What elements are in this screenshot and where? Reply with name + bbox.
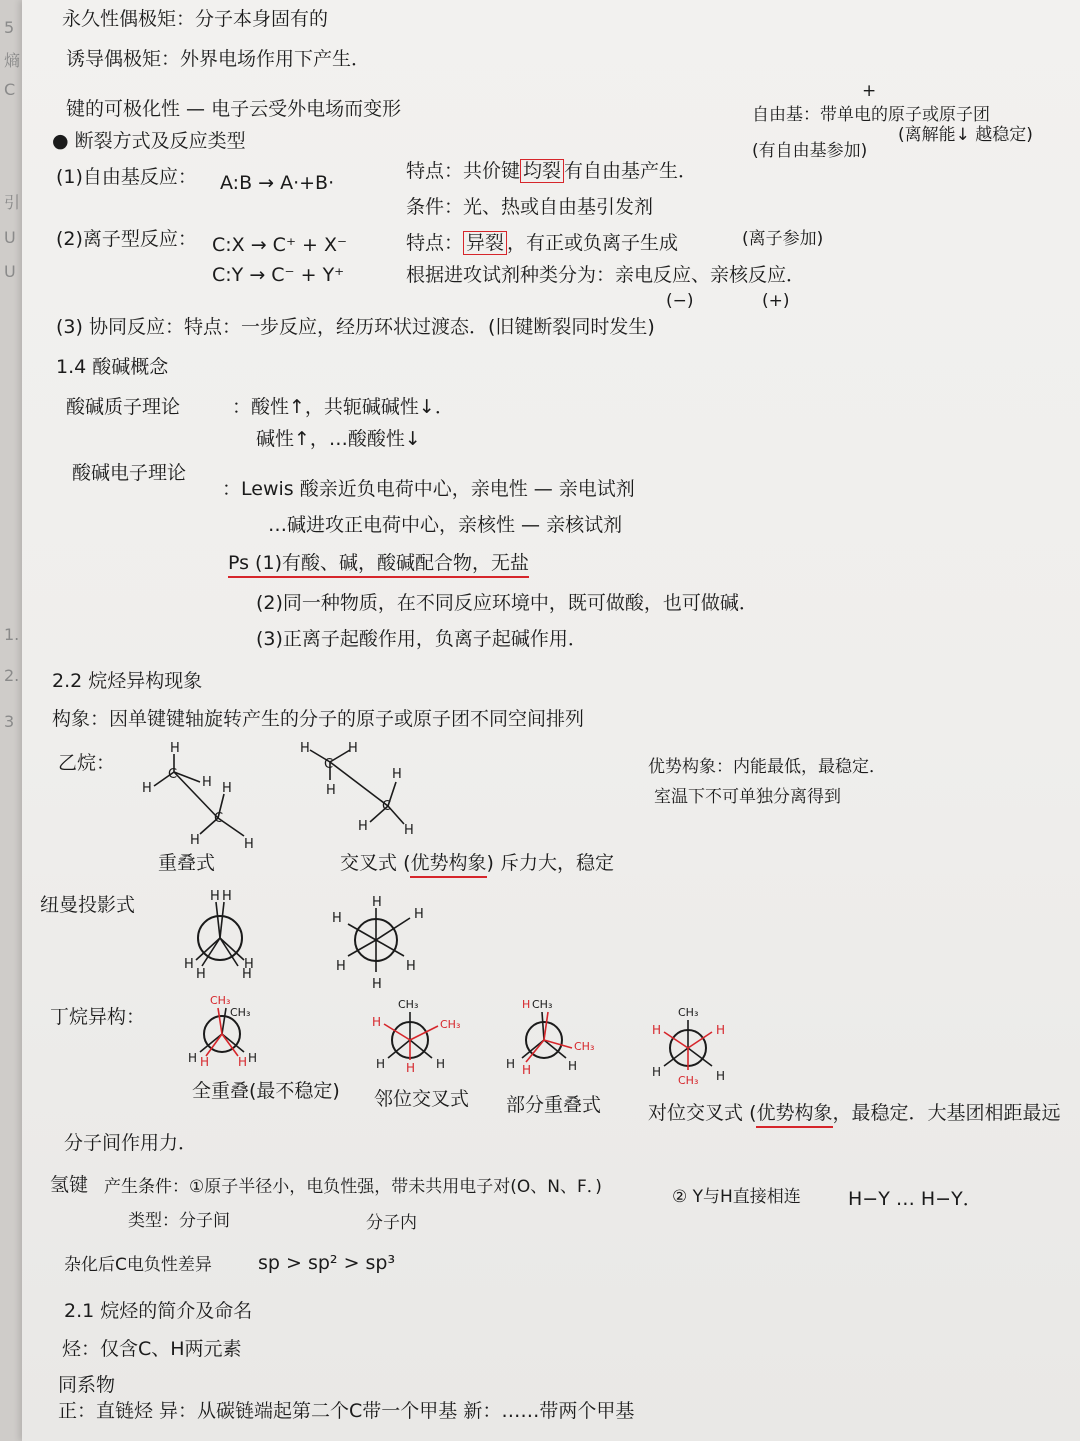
margin-mark: 引 — [4, 193, 21, 212]
atom-h: H — [392, 767, 402, 782]
margin-mark: 5 — [4, 18, 15, 37]
margin-mark: 熵 — [4, 51, 21, 70]
atom-h: H — [332, 911, 342, 926]
margin-mark: U — [4, 262, 16, 281]
radical-condition-line: 条件：光、热或自由基引发剂 — [406, 196, 654, 218]
atom-h: H — [244, 957, 254, 972]
bronsted-line-1: ：酸性↑，共轭碱碱性↓． — [232, 396, 454, 418]
atom-h: H — [506, 1057, 516, 1071]
atom-h: H — [248, 1051, 258, 1065]
newman-staggered-ethane — [328, 894, 438, 994]
hydrogen-bond-type-intramolecular: 分子内 — [366, 1213, 417, 1233]
atom-h: H — [376, 1057, 386, 1071]
conformation-definition: 构象：因单键键轴旋转产生的分子的原子或原子团不同空间排列 — [52, 708, 585, 730]
atom-h: H — [372, 1015, 382, 1029]
atom-h: H — [196, 967, 206, 982]
homolog-label: 同系物 — [58, 1374, 116, 1396]
atom-h: H — [170, 741, 180, 756]
atom-h: H — [184, 957, 194, 972]
radical-reaction-equation: A:B → A·+B· — [220, 172, 335, 194]
atom-h: H — [202, 775, 212, 790]
staggered-note: 斥力大，稳定 — [499, 852, 614, 874]
margin-mark: U — [4, 228, 16, 247]
atom-h: H — [222, 889, 232, 904]
atom-h: H — [222, 781, 232, 796]
partially-eclipsed-label: 部分重叠式 — [506, 1094, 602, 1116]
ps-note-1-text: Ps (1)有酸、碱，酸碱配合物，无盐 — [228, 552, 529, 578]
lewis-line-1: ：Lewis 酸亲近负电荷中心，亲电性 — 亲电试剂 — [222, 478, 635, 500]
section-1-4-heading: 1.4 酸碱概念 — [56, 356, 169, 378]
paren-open: ( — [749, 1102, 757, 1124]
radical-feature-prefix: 特点：共价键 — [406, 160, 521, 182]
methyl-group: CH₃ — [574, 1040, 595, 1053]
newman-butane-fully-eclipsed — [174, 990, 284, 1080]
polarizability-line: 键的可极化性 — 电子云受外电场而变形 — [66, 98, 402, 120]
atom-h: H — [568, 1059, 578, 1073]
nucleophile-sign: (+) — [762, 291, 790, 311]
atom-h: H — [210, 889, 220, 904]
lewis-theory-label: 酸碱电子理论 — [72, 462, 187, 484]
paren-open: ( — [403, 852, 411, 874]
atom-c: C — [382, 799, 392, 814]
ps-note-3: (3)正离子起酸作用，负离子起碱作用． — [256, 628, 587, 650]
section-2-1-heading: 2.1 烷烃的简介及命名 — [64, 1300, 253, 1322]
hydrogen-bond-conditions: 产生条件：①原子半径小，电负性强，带未共用电子对(O、N、F．) — [104, 1177, 602, 1197]
ionic-equation-2: C:Y → C⁻ + Y⁺ — [212, 264, 345, 286]
atom-h: H — [242, 967, 252, 982]
preferred-conformation-note-2: 室温下不可单独分离得到 — [654, 787, 841, 807]
atom-h: H — [190, 833, 200, 848]
atom-c: C — [214, 811, 224, 826]
margin-mark: 1. — [4, 625, 20, 644]
methyl-group: CH₃ — [398, 998, 419, 1011]
radical-definition: 自由基：带单电的原子或原子团 — [752, 105, 990, 125]
hydrogen-bond-condition-2: ② Y与H直接相连 — [672, 1187, 801, 1207]
atom-h: H — [522, 1063, 532, 1077]
preferred-conformation-underlined: 优势构象 — [410, 852, 486, 878]
methyl-group: CH₃ — [230, 1006, 251, 1019]
atom-h: H — [372, 977, 382, 992]
radical-participation-note: (有自由基参加) — [752, 141, 868, 161]
permanent-dipole-line: 永久性偶极矩：分子本身固有的 — [62, 8, 329, 30]
ionic-feature-line — [406, 232, 678, 254]
butane-conformers-label: 丁烷异构： — [50, 1006, 146, 1028]
atom-h: H — [336, 959, 346, 974]
radical-feature-suffix: 有自由基产生． — [564, 160, 698, 182]
methyl-group: CH₃ — [532, 998, 553, 1011]
anti-note: ，最稳定．大基团相距最远 — [832, 1102, 1061, 1124]
gauche-label: 邻位交叉式 — [374, 1088, 470, 1110]
anti-label — [648, 1102, 1061, 1124]
preferred-conformation-note-1: 优势构象：内能最低，最稳定． — [648, 757, 886, 777]
radical-reaction-label: (1)自由基反应： — [56, 166, 197, 188]
atom-h: H — [358, 819, 368, 834]
ionic-equation-1: C:X → C⁺ + X⁻ — [212, 234, 348, 256]
alkane-naming-line: 正：直链烃 异：从碳链端起第二个C带一个甲基 新：……带两个甲基 — [58, 1400, 635, 1422]
atom-h: H — [522, 998, 531, 1011]
hybridization-order: sp > sp² > sp³ — [258, 1252, 396, 1274]
atom-c: C — [324, 757, 334, 772]
atom-h: H — [188, 1051, 198, 1065]
dissociation-energy-note: (离解能↓ 越稳定) — [898, 125, 1033, 145]
atom-h: H — [326, 783, 336, 798]
preferred-conformation-underlined: 优势构象 — [756, 1102, 832, 1128]
heterolysis-boxed: 异裂 — [463, 231, 507, 255]
section-2-2-heading: 2.2 烷烃异构现象 — [52, 670, 203, 692]
margin-mark: 2. — [4, 666, 20, 685]
ionic-classification-line: 根据进攻试剂种类分为：亲电反应、亲核反应． — [406, 264, 806, 286]
atom-h: H — [300, 741, 310, 756]
ionic-feature-prefix: 特点： — [406, 232, 464, 254]
hydrocarbon-definition: 烃：仅含C、H两元素 — [62, 1338, 242, 1360]
atom-c: C — [168, 767, 178, 782]
margin-mark: 3 — [4, 712, 15, 731]
methyl-group: CH₃ — [440, 1018, 461, 1031]
atom-h: H — [436, 1057, 446, 1071]
atom-h: H — [244, 837, 254, 852]
atom-h: H — [652, 1065, 662, 1079]
anti-label-text: 对位交叉式 — [648, 1102, 744, 1124]
bond-cleavage-heading: ● 断裂方式及反应类型 — [52, 130, 246, 152]
fully-eclipsed-label: 全重叠(最不稳定) — [192, 1080, 340, 1102]
newman-eclipsed-ethane — [172, 886, 282, 986]
lewis-line-2: …碱进攻正电荷中心，亲核性 — 亲核试剂 — [268, 514, 623, 536]
ps-note-2: (2)同一种物质，在不同反应环境中，既可做酸，也可做碱． — [256, 592, 758, 614]
bond-cleavage-heading-text: 断裂方式及反应类型 — [74, 130, 246, 152]
bronsted-theory-label: 酸碱质子理论 — [66, 396, 181, 418]
eclipsed-label: 重叠式 — [158, 852, 216, 874]
atom-h: H — [348, 741, 358, 756]
radical-feature-line — [406, 160, 697, 182]
atom-h: H — [200, 1055, 210, 1069]
atom-h: H — [716, 1023, 726, 1037]
electrophile-sign: (−) — [666, 291, 694, 311]
ethane-staggered-sawhorse — [292, 736, 442, 846]
newman-butane-gauche — [358, 996, 478, 1086]
left-page-edge — [0, 0, 22, 1441]
induced-dipole-line: 诱导偶极矩：外界电场作用下产生． — [66, 48, 371, 70]
bronsted-line-2: 碱性↑，…酸酸性↓ — [256, 428, 421, 450]
atom-h: H — [652, 1023, 662, 1037]
ps-note-1 — [228, 552, 529, 574]
homolysis-boxed: 均裂 — [520, 159, 564, 183]
atom-h: H — [414, 907, 424, 922]
atom-h: H — [372, 895, 382, 910]
intermolecular-forces-heading: 分子间作用力． — [64, 1132, 198, 1154]
atom-h: H — [716, 1069, 726, 1083]
atom-h: H — [406, 959, 416, 974]
margin-mark: C — [4, 80, 16, 99]
newman-butane-partially-eclipsed — [492, 996, 612, 1086]
hydrogen-bond-label: 氢键 — [50, 1174, 89, 1196]
methyl-group: CH₃ — [678, 1074, 699, 1087]
newman-projection-label: 纽曼投影式 — [40, 894, 136, 916]
concerted-reaction-line: (3) 协同反应：特点：一步反应，经历环状过渡态．(旧键断裂同时发生) — [56, 316, 655, 338]
hybridization-label: 杂化后C电负性差异 — [64, 1255, 212, 1275]
notebook-page — [22, 0, 1080, 1441]
staggered-label-text: 交叉式 — [340, 852, 398, 874]
ionic-feature-suffix: ，有正或负离子生成 — [507, 232, 679, 254]
staggered-label — [340, 852, 614, 874]
hydrogen-bond-type-intermolecular: 类型：分子间 — [128, 1211, 230, 1231]
methyl-group: CH₃ — [678, 1006, 699, 1019]
ionic-reaction-label: (2)离子型反应： — [56, 228, 197, 250]
hydrogen-bond-formula: H−Y … H−Y． — [848, 1188, 982, 1210]
atom-h: H — [406, 1061, 416, 1075]
atom-h: H — [404, 823, 414, 838]
plus-mark: + — [862, 81, 877, 101]
paren-close: ) — [486, 852, 494, 874]
atom-h: H — [142, 781, 152, 796]
atom-h: H — [238, 1055, 248, 1069]
ethane-label: 乙烷： — [58, 752, 116, 774]
methyl-group: CH₃ — [210, 994, 231, 1007]
ionic-participation-note: (离子参加) — [742, 229, 824, 249]
newman-butane-anti — [634, 1004, 754, 1094]
ethane-eclipsed-sawhorse — [130, 736, 270, 856]
